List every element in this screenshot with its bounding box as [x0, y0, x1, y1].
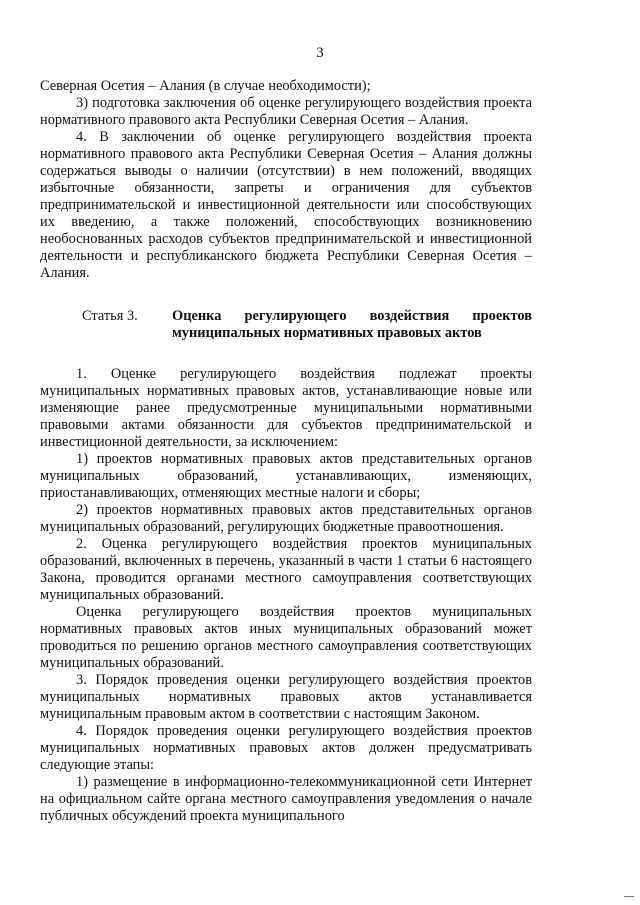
paragraph: 1) проектов нормативных правовых актов представительных органов муниципальных образований, устанавливающих, изменяющих, приостанавливающих, отменяющих местные налоги и сборы;: [40, 451, 532, 501]
article-body: [40, 366, 532, 825]
top-section: [40, 78, 532, 282]
article-title: Оценка регулирующего воздействия проектов муниципальных нормативных правовых актов: [172, 308, 532, 341]
paragraph: 3. Порядок проведения оценки регулирующего воздействия проектов муниципальных нормативных правовых актов устанавливается муниципальным правовым актом в соответствии с настоящим Законом.: [40, 672, 532, 722]
paragraph: 2) проектов нормативных правовых актов представительных органов муниципальных образований, регулирующих бюджетные правоотношения.: [40, 502, 532, 535]
spacer: [40, 342, 532, 366]
spacer: [40, 282, 532, 308]
paragraph: 1. Оценке регулирующего воздействия подлежат проекты муниципальных нормативных правовых актов, устанавливающие новые или изменяющие ранее предусмотренные муниципальными нормативными правовыми актами обязанности для субъектов предпринимательской и инвестиционной деятельности, за исключением:: [40, 366, 532, 450]
paragraph: 4. В заключении об оценке регулирующего воздействия проекта нормативного правового акта Республики Северная Осетия – Алания должны содержаться выводы о наличии (отсутствии) в нем положений, вводящих избыточные обязанности, запреты и ограничения для субъектов предпринимательской и инвестиционной деятельности или способствующих их введению, а также положений, способствующих возникновению необоснованных расходов субъектов предпринимательской и инвестиционной деятельности и республиканского бюджета Республики Северная Осетия – Алания.: [40, 129, 532, 281]
paragraph: 3) подготовка заключения об оценке регулирующего воздействия проекта нормативного правового акта Республики Северная Осетия – Алания.: [40, 95, 532, 128]
paragraph: Оценка регулирующего воздействия проектов муниципальных нормативных правовых актов иных муниципальных образований может проводиться по решению органов местного самоуправления соответствующих муниципальных образований.: [40, 604, 532, 671]
article-heading: [40, 308, 532, 342]
article-label: Статья 3.: [82, 308, 138, 324]
paragraph: 1) размещение в информационно-телекоммуникационной сети Интернет на официальном сайте органа местного самоуправления уведомления о начале публичных обсуждений проекта муниципального: [40, 774, 532, 824]
paragraph: Северная Осетия – Алания (в случае необходимости);: [40, 78, 371, 94]
page-edge-mark: [624, 896, 634, 897]
paragraph: 4. Порядок проведения оценки регулирующего воздействия проектов муниципальных нормативных правовых актов должен предусматривать следующие этапы:: [40, 723, 532, 773]
document-body: [40, 78, 532, 825]
paragraph: 2. Оценка регулирующего воздействия проектов муниципальных образований, включенных в перечень, указанный в части 1 статьи 6 настоящего Закона, проводится органами местного самоуправления соответствующих муниципальных образований.: [40, 536, 532, 603]
page-number: 3: [316, 45, 324, 61]
